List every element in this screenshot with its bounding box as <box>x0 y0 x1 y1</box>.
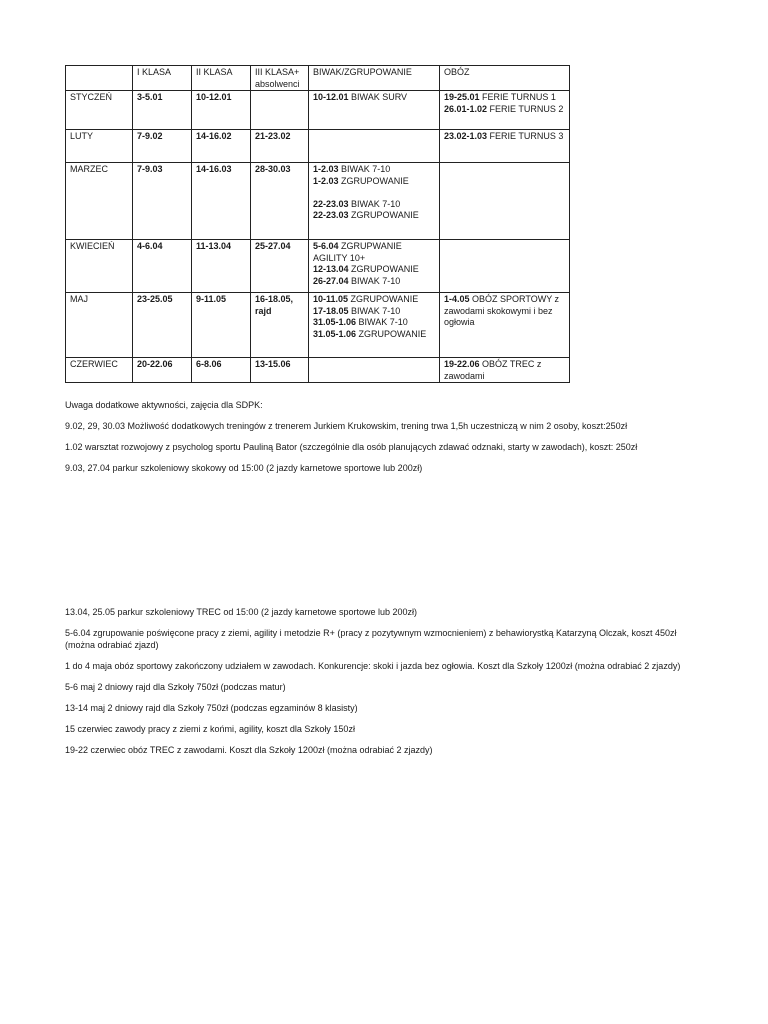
event-label: ZGRUPOWANIE <box>348 210 419 220</box>
class-date-cell: 25-27.04 <box>251 240 309 293</box>
event-label: OBÓZ SPORTOWY z zawodami skokowymi i bez ogłowia <box>444 294 560 327</box>
table-row <box>66 163 570 240</box>
class-date-cell: 28-30.03 <box>251 163 309 240</box>
class-date-cell: 11-13.04 <box>192 240 251 293</box>
event-entry <box>313 317 435 329</box>
event-entry <box>313 329 435 341</box>
biwak-cell <box>309 358 440 383</box>
event-date: 1-4.05 <box>444 294 470 304</box>
event-date: 22-23.03 <box>313 210 349 220</box>
note-paragraph: 9.03, 27.04 parkur szkoleniowy skokowy od 15:00 (2 jazdy karnetowe sportowe lub 200zł) <box>65 463 423 473</box>
class-date-cell: 14-16.03 <box>192 163 251 240</box>
event-date: 19-22.06 <box>444 359 480 369</box>
oboz-cell <box>440 358 570 383</box>
note-paragraph: Uwaga dodatkowe aktywności, zajęcia dla SDPK: <box>65 400 263 410</box>
event-date: 12-13.04 <box>313 264 349 274</box>
note-paragraph: 5-6 maj 2 dniowy rajd dla Szkoły 750zł (podczas matur) <box>65 682 286 692</box>
class-date-cell: 3-5.01 <box>133 91 192 130</box>
event-date: 1-2.03 <box>313 164 339 174</box>
note-paragraph: 15 czerwiec zawody pracy z ziemi z końmi, agility, koszt dla Szkoły 150zł <box>65 724 355 734</box>
class-date-cell: 13-15.06 <box>251 358 309 383</box>
event-entry <box>313 241 435 264</box>
class-date-cell: 20-22.06 <box>133 358 192 383</box>
event-entry <box>313 164 435 176</box>
event-entry <box>444 92 565 104</box>
event-label: BIWAK 7-10 <box>348 275 401 286</box>
note-paragraph: 19-22 czerwiec obóz TREC z zawodami. Koszt dla Szkoły 1200zł (można odrabiać 2 zjazdy) <box>65 745 433 755</box>
event-entry <box>444 104 565 116</box>
event-date: 5-6.04 <box>313 241 339 251</box>
event-date: 22-23.03 <box>313 198 349 209</box>
table-row <box>66 240 570 293</box>
table-row <box>66 91 570 130</box>
event-entry <box>313 176 435 188</box>
class-date-cell: 14-16.02 <box>192 130 251 163</box>
table-header-cell <box>66 66 133 91</box>
event-entry <box>313 294 435 306</box>
event-entry <box>444 294 565 329</box>
event-date: 17-18.05 <box>313 305 349 316</box>
oboz-cell <box>440 293 570 358</box>
biwak-cell <box>309 91 440 130</box>
note-paragraph: 13.04, 25.05 parkur szkoleniowy TREC od 15:00 (2 jazdy karnetowe sportowe lub 200zł) <box>65 607 418 617</box>
oboz-cell <box>440 91 570 130</box>
class-date-cell: 7-9.02 <box>133 130 192 163</box>
note-paragraph: 5-6.04 zgrupowanie poświęcone pracy z ziemi, agility i metodzie R+ (pracy z pozytywnym wzmocnieniem) z behawiorystką Katarzyną Olczak, koszt 450zł (można odrabiać zjazd) <box>65 628 677 650</box>
month-cell: MAJ <box>66 293 133 358</box>
event-label: FERIE TURNUS 2 <box>487 103 564 114</box>
event-date: 31.05-1.06 <box>313 328 357 339</box>
note-paragraph: 1.02 warsztat rozwojowy z psycholog sportu Pauliną Bator (szczególnie dla osób planujących zdawać odznaki, starty w zawodach), koszt: 250zł <box>65 442 638 452</box>
note-paragraph: 13-14 maj 2 dniowy rajd dla Szkoły 750zł (podczas egzaminów 8 klasisty) <box>65 703 358 713</box>
event-label: ZGRUPOWANIE <box>348 294 419 304</box>
table-row <box>66 293 570 358</box>
table-row <box>66 358 570 383</box>
event-label: BIWAK 7-10 <box>348 305 401 316</box>
month-cell: STYCZEŃ <box>66 91 133 130</box>
schedule-table <box>65 65 570 383</box>
event-entry <box>313 199 435 211</box>
event-entry <box>444 131 565 143</box>
event-label: OBÓZ TREC z zawodami <box>444 359 542 381</box>
class-date-cell: 6-8.06 <box>192 358 251 383</box>
event-label: ZGRUPOWANIE <box>348 264 419 274</box>
month-cell: CZERWIEC <box>66 358 133 383</box>
biwak-cell <box>309 240 440 293</box>
note-paragraph: 9.02, 29, 30.03 Możliwość dodatkowych treningów z trenerem Jurkiem Krukowskim, trening trwa 1,5h uczestniczą w nim 2 osoby, koszt:250zł <box>65 421 628 431</box>
biwak-cell <box>309 163 440 240</box>
event-date: 19-25.01 <box>444 92 480 102</box>
note-paragraph: 1 do 4 maja obóz sportowy zakończony udziałem w zawodach. Konkurencje: skoki i jazda bez ogłowia. Koszt dla Szkoły 1200zł (można odrabiać 2 zjazdy) <box>65 661 681 671</box>
table-header-cell: III KLASA+ absolwenci <box>251 66 309 91</box>
class-date-cell: 10-12.01 <box>192 91 251 130</box>
event-entry <box>313 92 435 104</box>
class-date-cell: 4-6.04 <box>133 240 192 293</box>
event-entry <box>444 359 565 382</box>
event-label: BIWAK 7-10 <box>348 198 401 209</box>
table-header-cell: II KLASA <box>192 66 251 91</box>
class-date-cell: 16-18.05, rajd <box>251 293 309 358</box>
event-label: ZGRUPOWANIE <box>356 328 427 339</box>
event-date: 10-12.01 <box>313 92 349 102</box>
oboz-cell <box>440 163 570 240</box>
event-label: ZGRUPWANIE AGILITY 10+ <box>313 241 402 263</box>
event-label: BIWAK 7-10 <box>338 164 391 174</box>
class-date-cell: 7-9.03 <box>133 163 192 240</box>
class-date-cell <box>251 91 309 130</box>
event-label: FERIE TURNUS 1 <box>479 92 556 102</box>
month-cell: MARZEC <box>66 163 133 240</box>
event-entry <box>313 210 435 222</box>
event-date: 31.05-1.06 <box>313 317 357 327</box>
month-cell: LUTY <box>66 130 133 163</box>
class-date-cell: 9-11.05 <box>192 293 251 358</box>
event-label: FERIE TURNUS 3 <box>487 131 564 141</box>
event-date: 23.02-1.03 <box>444 131 488 141</box>
event-date: 26-27.04 <box>313 275 349 286</box>
event-label: ZGRUPOWANIE <box>338 175 409 186</box>
table-header-cell: OBÓZ <box>440 66 570 91</box>
event-label: BIWAK 7-10 <box>356 317 408 327</box>
event-date: 26.01-1.02 <box>444 103 488 114</box>
month-cell: KWIECIEŃ <box>66 240 133 293</box>
table-header-cell: I KLASA <box>133 66 192 91</box>
biwak-cell <box>309 130 440 163</box>
oboz-cell <box>440 240 570 293</box>
event-date: 1-2.03 <box>313 175 339 186</box>
table-row <box>66 130 570 163</box>
table-header-cell: BIWAK/ZGRUPOWANIE <box>309 66 440 91</box>
event-label: BIWAK SURV <box>348 92 408 102</box>
event-entry <box>313 276 435 288</box>
biwak-cell <box>309 293 440 358</box>
event-date: 10-11.05 <box>313 294 349 304</box>
class-date-cell: 23-25.05 <box>133 293 192 358</box>
oboz-cell <box>440 130 570 163</box>
table-header-row <box>66 66 570 91</box>
event-entry <box>313 306 435 318</box>
event-entry <box>313 264 435 276</box>
class-date-cell: 21-23.02 <box>251 130 309 163</box>
event-entry <box>313 187 435 199</box>
